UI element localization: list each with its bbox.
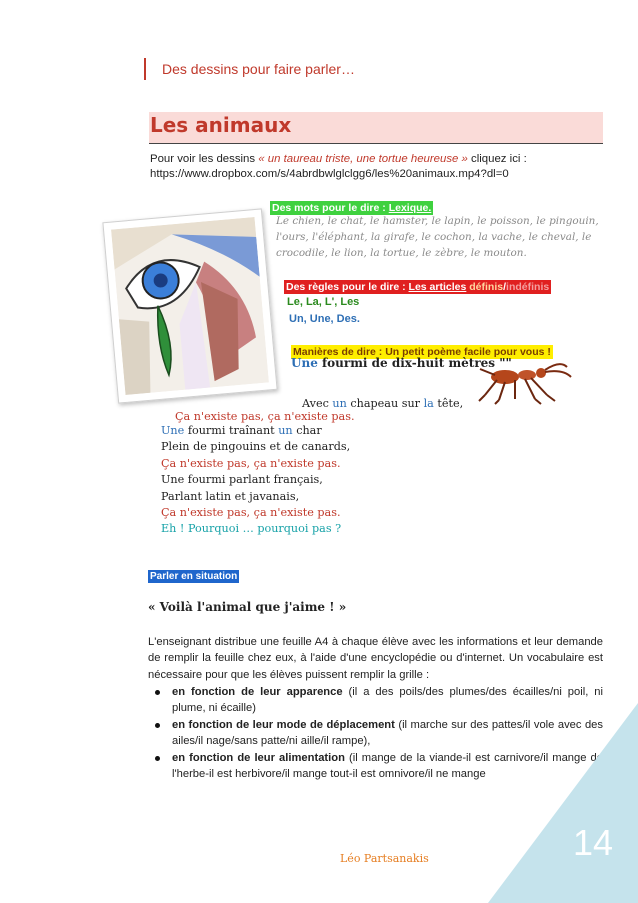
poem-line-3: Plein de pingouins et de canards, xyxy=(161,440,351,454)
poem-line-7: Ça n'existe pas, ça n'existe pas. xyxy=(161,505,341,519)
list-item: en fonction de leur apparence (il a des poils/des plumes/des écailles/ni poil, ni plume, ni écaille) xyxy=(148,684,603,717)
header-accent-bar xyxy=(144,58,146,80)
poem-line-2: Une fourmi traînant un char xyxy=(161,424,322,437)
section-title: Les animaux xyxy=(150,113,292,137)
list-item: en fonction de leur mode de déplacement (il marche sur des pattes/il vole avec des ailes/il nage/sans patte/ni aille/il rampe), xyxy=(148,717,603,750)
video-link[interactable]: https://www.dropbox.com/s/4abrdbwlglclgg6/les%20animaux.mp4?dl=0 xyxy=(150,168,509,180)
page-header: Des dessins pour faire parler… xyxy=(162,61,355,77)
poem-body xyxy=(161,423,350,538)
poem-title: Une fourmi de dix-huit mètres "" xyxy=(291,356,512,370)
ant-drawing xyxy=(475,355,585,405)
poem-line-0: Avec un chapeau sur la tête, xyxy=(302,397,464,410)
indefinite-articles: Un, Une, Des. xyxy=(289,313,360,325)
corner-decoration xyxy=(488,703,638,903)
situation-subtitle: « Voilà l'animal que j'aime ! » xyxy=(148,600,347,614)
poem-line-6: Parlant latin et javanais, xyxy=(161,489,300,503)
poem-line-1: Ça n'existe pas, ça n'existe pas. xyxy=(175,410,355,423)
poem-line-5: Une fourmi parlant français, xyxy=(161,473,323,487)
lexique-words: Le chien, le chat, le hamster, le lapin, le poisson, le pingouin, l'ours, l'éléphant, la girafe, le cochon, la vache, le cheval, le crocodile, le lion, la tortue, le zèbre, le mouton. xyxy=(276,215,599,259)
intro-line: Pour voir les dessins « un taureau triste, une tortue heureuse » cliquez ici : xyxy=(150,153,527,165)
eye-drawing xyxy=(102,208,277,403)
situation-paragraph: L'enseignant distribue une feuille A4 à chaque élève avec les informations et leur demande de remplir la feuille chez eux, à l'aide d'une encyclopédie ou d'internet. Un vocabulaire est nécessaire pour que les élèves puissent remplir la grille : xyxy=(148,636,603,681)
situation-label: Parler en situation xyxy=(150,571,238,582)
lexique-label: Des mots pour le dire : Lexique. xyxy=(272,202,432,214)
page-number: 14 xyxy=(573,822,614,863)
definite-articles: Le, La, L', Les xyxy=(287,296,360,308)
bullet-icon xyxy=(155,756,160,761)
list-item: en fonction de leur alimentation (il mange de la viande-il est carnivore/il mange de l'herbe-il est herbivore/il mange tout-il est omnivore/il ne mange xyxy=(148,750,603,783)
bullet-icon xyxy=(155,723,160,728)
poem-label: Manières de dire : Un petit poème facile pour vous ! xyxy=(293,346,551,358)
poem-line-8: Eh ! Pourquoi … pourquoi pas ? xyxy=(161,522,342,536)
poem-line-4: Ça n'existe pas, ça n'existe pas. xyxy=(161,456,341,470)
bullet-icon xyxy=(155,690,160,695)
articles-label: Des règles pour le dire : Les articles définis/indéfinis xyxy=(286,281,550,293)
footer-author: Léo Partsanakis xyxy=(340,852,429,865)
